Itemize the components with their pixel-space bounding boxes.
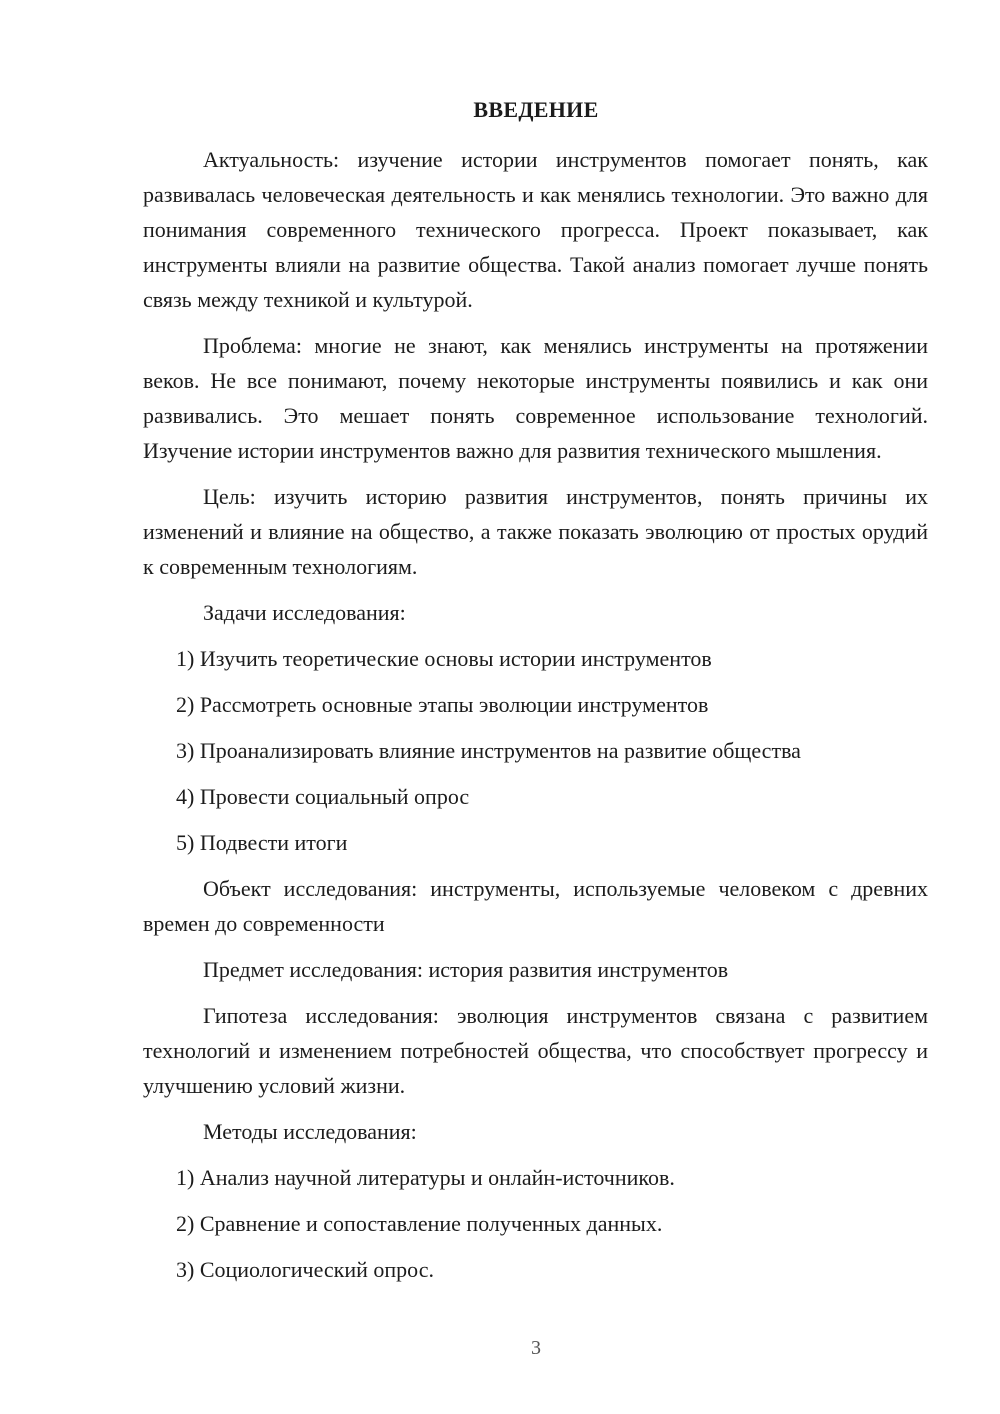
task-item-1: 1) Изучить теоретические основы истории инструментов bbox=[176, 646, 712, 671]
task-item-2: 2) Рассмотреть основные этапы эволюции инструментов bbox=[176, 692, 709, 717]
relevance-paragraph: Актуальность: изучение истории инструментов помогает понять, как развивалась человеческая деятельность и как менялись технологии. Это важно для понимания современного технического прогресса. Проект показывает, как инструменты влияли на развитие общества. Такой анализ помогает лучше понять связь между техникой и культурой. bbox=[143, 147, 928, 312]
hypothesis-paragraph: Гипотеза исследования: эволюция инструментов связана с развитием технологий и изменением потребностей общества, что способствует прогрессу и улучшению условий жизни. bbox=[143, 1003, 928, 1098]
page-body bbox=[143, 142, 928, 1298]
subject-paragraph: Предмет исследования: история развития инструментов bbox=[203, 957, 729, 982]
page-title: ВВЕДЕНИЕ bbox=[473, 97, 599, 122]
goal-paragraph: Цель: изучить историю развития инструментов, понять причины их изменений и влияние на общество, а также показать эволюцию от простых орудий к современным технологиям. bbox=[143, 484, 928, 579]
page-number: 3 bbox=[531, 1337, 541, 1359]
methods-heading: Методы исследования: bbox=[203, 1119, 417, 1144]
method-item-2: 2) Сравнение и сопоставление полученных данных. bbox=[176, 1211, 663, 1236]
object-paragraph: Объект исследования: инструменты, используемые человеком с древних времен до современности bbox=[143, 876, 928, 936]
task-item-4: 4) Провести социальный опрос bbox=[176, 784, 470, 809]
method-item-3: 3) Социологический опрос. bbox=[176, 1257, 434, 1282]
problem-paragraph: Проблема: многие не знают, как менялись инструменты на протяжении веков. Не все понимают, почему некоторые инструменты появились и как они развивались. Это мешает понять современное использование технологий. Изучение истории инструментов важно для развития технического мышления. bbox=[143, 333, 928, 463]
method-item-1: 1) Анализ научной литературы и онлайн-источников. bbox=[176, 1165, 675, 1190]
task-item-5: 5) Подвести итоги bbox=[176, 830, 348, 855]
tasks-heading: Задачи исследования: bbox=[203, 600, 406, 625]
task-item-3: 3) Проанализировать влияние инструментов на развитие общества bbox=[176, 738, 801, 763]
